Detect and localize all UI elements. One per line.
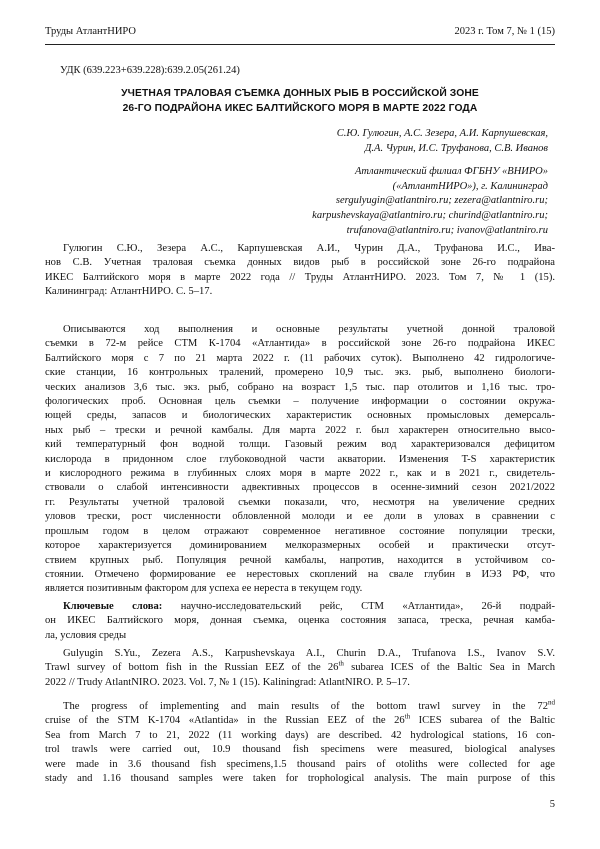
abstract-en-text: cruise of the STM K-1704 «Atlantida» in the Russian EEZ of the 26 <box>45 715 405 727</box>
abstract-en-line <box>45 714 555 728</box>
affiliation <box>218 165 548 195</box>
superscript: th <box>404 712 411 721</box>
abstract-ru-line: ческих анализов 3,6 тыс. экз. рыб, собрано на возраст 1,5 тыс. пар отолитов и 1,16 тыс. тро- <box>45 381 555 393</box>
abstract-ru-line: ствием крупных рыб. Популяция речной камбалы, напротив, находится в устойчивом со- <box>45 554 555 566</box>
abstract-ru-line: ющей среды, запасов и биологических характеристик основных промысловых демерсаль- <box>45 410 555 422</box>
keywords <box>45 600 555 643</box>
citation-en-line: 2022 // Trudy AtlantNIRO. 2023. Vol. 7, № 1 (15). Kaliningrad: AtlantNIRO. P. 5–17. <box>45 676 410 688</box>
citation-en-line <box>45 661 555 675</box>
abstract-ru-line: Описываются ход выполнения и основные результаты учетной донной траловой <box>63 324 555 335</box>
journal-name: Труды АтлантНИРО <box>45 26 136 37</box>
keywords-label: Ключевые слова: <box>63 601 163 612</box>
abstract-ru <box>45 323 555 597</box>
abstract-en-line: trol trawls were carried out, 10.9 thousand fish specimens were measured, biological analyses <box>45 744 555 756</box>
affiliation-line: Атлантический филиал ФГБНУ «ВНИРО» <box>354 166 548 177</box>
authors-line: С.Ю. Гулюгин, А.С. Зезера, А.И. Карпушевская, <box>336 128 548 139</box>
udc-code: УДК (639.223+639.228):639.2.05(261.24) <box>60 65 240 76</box>
abstract-ru-line: уловов трески, рост численности обловленной молоди и ее доли в уловах в сравнении с <box>45 511 555 523</box>
citation-en-line: Gulyugin S.Yu., Zezera A.S., Karpushevskaya A.I., Churin D.A., Trufanova I.S., Ivanov S.V. <box>63 648 555 659</box>
abstract-ru-line: кислорода в придонном слое глубоководной части акватории. Изменения T-S характеристик <box>45 453 555 465</box>
citation-en <box>45 647 555 690</box>
abstract-ru-line: которое характеризуется доминированием мелкоразмерных особей и практически отсут- <box>45 540 555 552</box>
keywords-line: он ИКЕС Балтийского моря, донная съемка, оценка состояния запаса, треска, речная камба- <box>45 615 555 627</box>
abstract-ru-line: и кислородного режима в глубинных слоях моря в марте 2022 г., как и в 2021 г., свидетель- <box>45 468 555 480</box>
citation-en-text: subarea ICES of the Baltic Sea in March <box>343 662 555 674</box>
citation-ru <box>45 242 555 300</box>
authors <box>218 127 548 157</box>
superscript: th <box>338 659 344 668</box>
keywords-line: ла, условия среды <box>45 629 127 641</box>
keywords-line <box>45 600 555 614</box>
abstract-en-text: ICES subarea of the Baltic <box>410 715 555 727</box>
abstract-en-line <box>45 700 555 714</box>
citation-ru-line: нов С.В. Учетная траловая съемка донных видов рыб в российской зоне 26-го подрайона <box>45 257 555 269</box>
abstract-ru-line: кий температурный фон водной толщи. Газовый режим вод характеризовался дефицитом <box>45 439 555 451</box>
abstract-en-line: were made in 3.6 thousand fish specimens,1.5 thousand pairs of otoliths were collected for age <box>45 758 555 770</box>
email-line[interactable]: trufanova@atlantniro.ru; ivanov@atlantniro.ru <box>346 224 548 236</box>
affiliation-line: («АтлантНИРО»), г. Калининград <box>392 180 548 192</box>
abstract-ru-line: стоянии. Отмечено формирование ее нерестовых скоплений на свале глубин в ИЭЗ РФ, что <box>45 568 555 580</box>
issue-info: 2023 г. Том 7, № 1 (15) <box>454 26 555 37</box>
abstract-ru-line: гг. Результаты учетной траловой съемки показали, что, несмотря на увеличение средних <box>45 496 555 508</box>
abstract-ru-line: ские станции, 16 контрольных тралений, промерено 10,9 тыс. экз. рыб, выполнено биологи- <box>45 367 555 379</box>
abstract-en-text: The progress of implementing and main results of the bottom trawl survey in the 72 <box>63 701 548 712</box>
citation-ru-line: Калининград: АтлантНИРО. С. 5–17. <box>45 286 213 298</box>
abstract-en <box>45 700 555 786</box>
article-title <box>45 87 555 116</box>
title-line: 26-ГО ПОДРАЙОНА ИКЕС БАЛТИЙСКОГО МОРЯ В МАРТЕ 2022 ГОДА <box>122 102 478 114</box>
page-number: 5 <box>549 799 555 810</box>
header-rule <box>45 44 555 45</box>
email-line[interactable]: karpushevskaya@atlantniro.ru; churind@atlantniro.ru; <box>312 209 548 221</box>
abstract-en-line: Sea from March 7 to 21, 2022 (11 working days) are described. 42 hydrological stations, 16 con- <box>45 729 555 741</box>
abstract-en-line: stady and 1.16 thousand samples were taken for trophological analysis. The main purpose of this <box>45 773 555 785</box>
abstract-ru-line: прошлым годом в целом отражают современное негативное состояние популяции трески, <box>45 525 555 537</box>
citation-en-text: Trawl survey of bottom fish in the Russian EEZ of the 26 <box>45 662 339 674</box>
superscript: nd <box>548 698 555 707</box>
keywords-text: научно-исследовательский рейс, СТМ «Атлантида», 26-й подрай- <box>180 601 555 612</box>
authors-line: Д.А. Чурин, И.С. Труфанова, С.В. Иванов <box>364 142 548 154</box>
abstract-ru-line: ных рыб – трески и речной камбалы. Для марта 2022 г. был характерен относительно высо- <box>45 424 555 436</box>
running-head <box>45 26 555 37</box>
emails <box>218 194 548 238</box>
title-line: УЧЕТНАЯ ТРАЛОВАЯ СЪЕМКА ДОННЫХ РЫБ В РОССИЙСКОЙ ЗОНЕ <box>121 88 479 99</box>
abstract-ru-line: является позитивным фактором для успеха ее нереста в текущем году. <box>45 583 363 595</box>
citation-ru-line: ИКЕС Балтийского моря в марте 2022 года // Труды АтлантНИРО. 2023. Том 7, № 1 (15). <box>45 271 555 283</box>
abstract-ru-line: фологических проб. Основная цель съемки – получение информации о состоянии окружа- <box>45 396 555 408</box>
abstract-ru-line: Балтийского моря с 7 по 21 марта 2022 г. (11 рабочих суток). Выполнено 42 гидрологиче- <box>45 352 555 364</box>
abstract-ru-line: ствовали о слабой интенсивности адвективных процессов в осенне-зимний сезон 2021/2022 <box>45 482 555 494</box>
email-line[interactable]: sergulyugin@atlantniro.ru; zezera@atlantniro.ru; <box>335 195 548 206</box>
citation-ru-line: Гулюгин С.Ю., Зезера А.С., Карпушевская А.И., Чурин Д.А., Труфанова И.С., Ива- <box>63 243 555 254</box>
abstract-ru-line: съемки в 72-м рейсе СТМ К-1704 «Атлантида» в российской зоне 26-го подрайона ИКЕС <box>45 338 555 350</box>
